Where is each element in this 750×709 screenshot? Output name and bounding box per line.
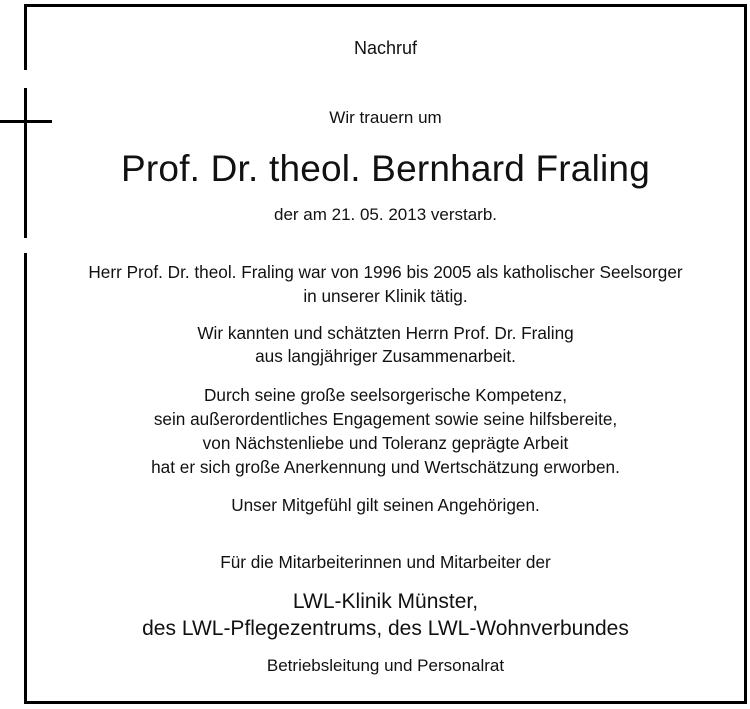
- frame-right-border: [744, 4, 747, 704]
- death-date-line: der am 21. 05. 2013 verstarb.: [273, 205, 498, 224]
- intro-line: Wir trauern um: [329, 108, 442, 127]
- paragraph-2-line-2: aus langjähriger Zusammenarbeit.: [255, 346, 516, 366]
- signature-footer: Betriebsleitung und Personalrat: [266, 656, 505, 675]
- paragraph-4-line-1: Unser Mitgefühl gilt seinen Angehörigen.: [231, 495, 540, 515]
- deceased-name: Prof. Dr. theol. Bernhard Fraling: [121, 148, 650, 189]
- organization-line-2: des LWL-Pflegezentrums, des LWL-Wohnverbundes: [142, 617, 629, 640]
- paragraph-3-line-4: hat er sich große Anerkennung und Wertschätzung erworben.: [151, 457, 620, 477]
- frame-left-border-upper: [24, 4, 27, 70]
- paragraph-1-line-1: Herr Prof. Dr. theol. Fraling war von 1996 bis 2005 als katholischer Seelsorger: [88, 262, 683, 282]
- notice-heading: Nachruf: [353, 38, 418, 58]
- paragraph-1-line-2: in unserer Klinik tätig.: [303, 286, 468, 306]
- paragraph-3-line-3: von Nächstenliebe und Toleranz geprägte Arbeit: [202, 433, 569, 453]
- frame-top-border: [24, 4, 747, 7]
- paragraph-3-line-1: Durch seine große seelsorgerische Kompetenz,: [203, 385, 568, 405]
- paragraph-2-line-1: Wir kannten und schätzten Herrn Prof. Dr. Fraling: [197, 323, 574, 343]
- organization-line-1: LWL-Klinik Münster,: [292, 590, 479, 613]
- frame-bottom-border: [24, 701, 747, 704]
- paragraph-3-line-2: sein außerordentliches Engagement sowie seine hilfsbereite,: [153, 409, 618, 429]
- signature-intro: Für die Mitarbeiterinnen und Mitarbeiter der: [220, 552, 551, 572]
